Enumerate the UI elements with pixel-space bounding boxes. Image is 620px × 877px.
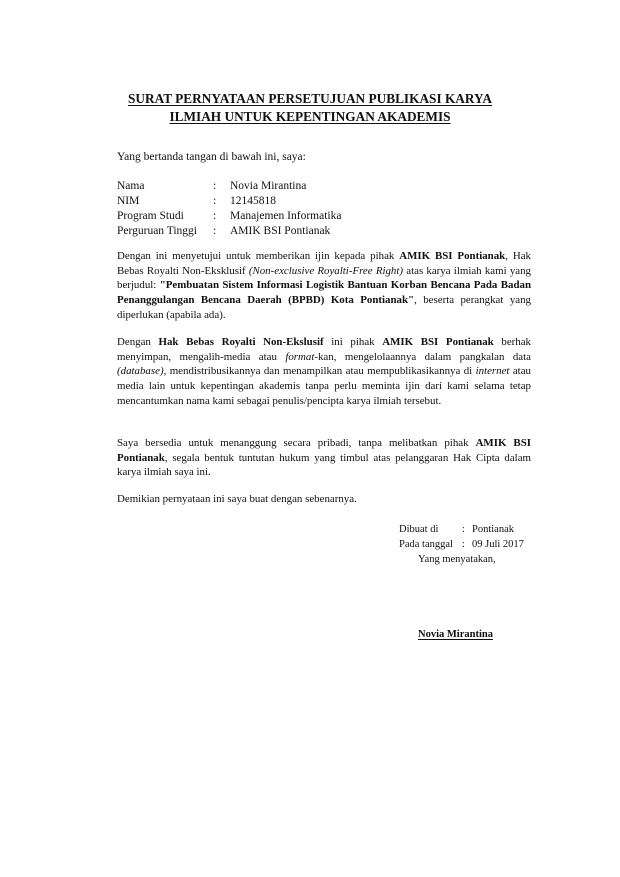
paragraph-liability [117, 436, 531, 480]
text: Dengan ini menyetujui untuk memberikan ijin kepada pihak [117, 250, 400, 262]
text: -kan, mengelolaannya dalam pangkalan data [314, 350, 531, 363]
identity-colon: : [213, 210, 217, 222]
identity-row-institution [117, 224, 341, 239]
identity-colon: : [213, 180, 217, 192]
identity-label: Program Studi [117, 210, 184, 222]
text: ini pihak [323, 336, 383, 348]
license-term: (Non-exclusive Royalti-Free Right) [248, 264, 404, 277]
declared-by: Yang menyatakan, [418, 554, 496, 565]
signature-block [399, 522, 524, 567]
identity-value: AMIK BSI Pontianak [230, 225, 331, 237]
identity-label: Nama [117, 180, 145, 192]
document-title [60, 90, 560, 126]
intro-text: Yang bertanda tangan di bawah ini, saya: [117, 151, 306, 163]
text: atau media lain untuk kepentingan akademis tanpa perlu meminta ijin dari kami selama tetap mencantumkan nama kami sebagai penulis/pencipta karya ilmiah tersebut. [117, 365, 531, 407]
place-label: Dibuat di [399, 524, 439, 535]
date-label: Pada tanggal [399, 539, 453, 550]
identity-row-name [117, 179, 341, 194]
italic-term: format [285, 350, 315, 363]
institution-name: AMIK BSI Pontianak [117, 437, 531, 464]
text: , mendistribusikannya dan menampilkan atau mempublikasikannya di [163, 365, 476, 378]
identity-value: Novia Mirantina [230, 180, 307, 192]
text: , Hak Bebas Royalti Non-Eksklusif [117, 250, 531, 277]
text: atas karya ilmiah kami yang berjudul: [117, 264, 531, 292]
title-line-1: SURAT PERNYATAAN PERSETUJUAN PUBLIKASI KARYA [127, 91, 493, 106]
identity-colon: : [213, 225, 217, 237]
title-line-2: ILMIAH UNTUK KEPENTINGAN AKADEMIS [169, 109, 451, 124]
signature-date-row [399, 537, 524, 552]
italic-term: (database) [117, 365, 164, 378]
text: berhak menyimpan, mengalih-media atau [117, 336, 531, 363]
signer-name: Novia Mirantina [418, 629, 493, 640]
signature-place-row [399, 522, 524, 537]
identity-row-program [117, 209, 341, 224]
identity-label: Perguruan Tinggi [117, 225, 197, 237]
identity-value: Manajemen Informatika [230, 210, 342, 222]
text: Saya bersedia untuk menanggung secara pribadi, tanpa melibatkan pihak [117, 437, 476, 449]
identity-colon: : [213, 195, 217, 207]
date-colon: : [462, 539, 465, 550]
place-colon: : [462, 524, 465, 535]
institution-name: AMIK BSI Pontianak [382, 336, 494, 348]
institution-name: AMIK BSI Pontianak [399, 250, 506, 262]
place-value: Pontianak [472, 524, 514, 535]
thesis-title: "Pembuatan Sistem Informasi Logistik Bantuan Korban Bencana Pada Badan Penanggulangan Bencana Daerah (BPBD) Kota Pontianak" [117, 279, 531, 307]
identity-row-nim [117, 194, 341, 209]
paragraph-closing: Demikian pernyataan ini saya buat dengan sebenarnya. [117, 493, 357, 505]
italic-term: internet [475, 365, 510, 378]
identity-table [117, 179, 341, 239]
text: , segala bentuk tuntutan hukum yang timbul atas pelanggaran Hak Cipta dalam karya ilmiah saya ini. [117, 451, 531, 479]
identity-label: NIM [117, 195, 140, 207]
paragraph-rights [117, 335, 531, 409]
text: Dengan [117, 336, 159, 348]
date-value: 09 Juli 2017 [472, 539, 524, 550]
identity-value: 12145818 [230, 195, 276, 207]
text: , beserta perangkat yang diperlukan (apabila ada). [117, 294, 531, 321]
paragraph-permission [117, 249, 531, 323]
license-name: Hak Bebas Royalti Non-Ekslusif [158, 336, 324, 348]
